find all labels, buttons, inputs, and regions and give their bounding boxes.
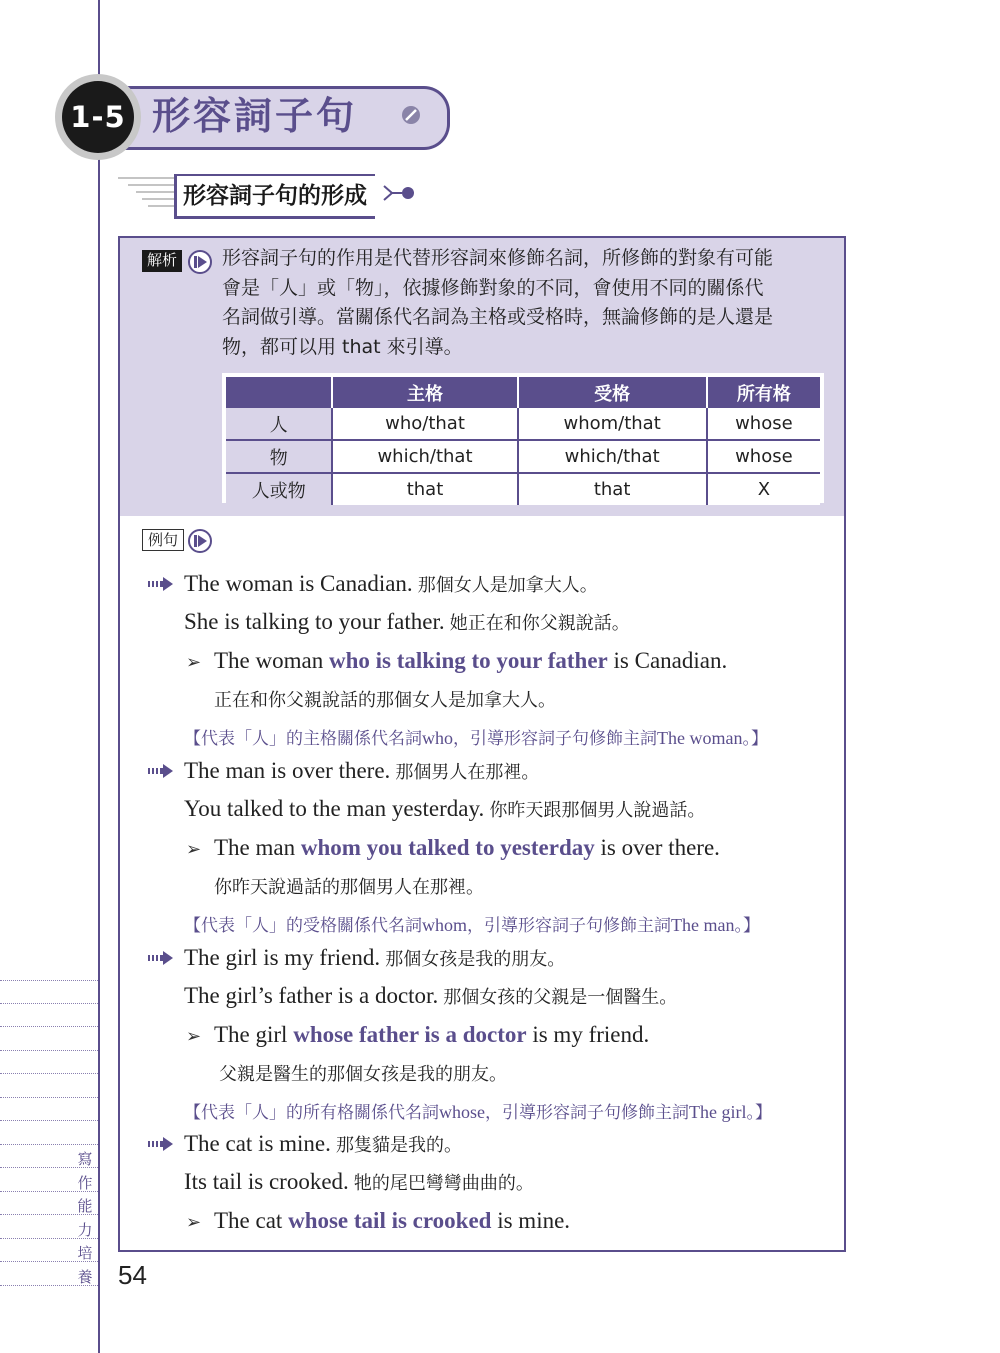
table-cell: which/that xyxy=(518,440,707,473)
examples-tag: 例句 xyxy=(142,529,184,551)
analysis-tag: 解析 xyxy=(142,250,182,272)
triangle-bullet-icon: ➢ xyxy=(186,1026,202,1047)
example-sentence: The woman is Canadian. 那個女人是加拿大人。 xyxy=(184,571,598,596)
table-row xyxy=(226,408,820,440)
margin-dotted-line xyxy=(0,1073,98,1074)
example-sentence: Its tail is crooked. 牠的尾巴彎彎曲曲的。 xyxy=(184,1169,534,1194)
arrow-right-icon xyxy=(148,950,174,966)
play-icon xyxy=(188,250,212,274)
triangle-bullet-icon: ➢ xyxy=(186,1212,202,1233)
section-number: 1-5 xyxy=(62,81,134,153)
table-cell: whose xyxy=(707,440,820,473)
combined-sentence: The cat whose tail is crooked is mine. xyxy=(214,1208,571,1233)
table-row-head: 人 xyxy=(226,408,332,440)
example-sentence: The girl’s father is a doctor. 那個女孩的父親是一個醫生。 xyxy=(184,983,678,1008)
table-row xyxy=(226,473,820,505)
combined-translation: 父親是醫生的那個女孩是我的朋友。 xyxy=(219,1064,507,1085)
table-cell: whose xyxy=(707,408,820,440)
table-row-head: 物 xyxy=(226,440,332,473)
margin-dotted-line xyxy=(0,1026,98,1027)
arrow-right-icon xyxy=(148,763,174,779)
side-label: 寫 作 能 力 培 養 xyxy=(77,1150,93,1286)
grammar-note: 【代表「人」的受格關係代名詞whom，引導形容詞子句修飾主詞The man。】 xyxy=(184,915,760,936)
page-number: 54 xyxy=(118,1260,147,1290)
play-icon xyxy=(188,529,212,553)
section-title: 形容詞子句 xyxy=(152,94,358,138)
table-header-cell: 所有格 xyxy=(707,377,820,408)
table-cell: which/that xyxy=(332,440,517,473)
triangle-bullet-icon: ➢ xyxy=(186,839,202,860)
table-cell: who/that xyxy=(332,408,517,440)
table-row-head: 人或物 xyxy=(226,473,332,505)
bullet-arrow-icon xyxy=(382,182,418,204)
table-cell: that xyxy=(518,473,707,505)
combined-translation: 你昨天說過話的那個男人在那裡。 xyxy=(214,877,484,898)
example-sentence: The man is over there. 那個男人在那裡。 xyxy=(184,758,540,783)
grammar-note: 【代表「人」的主格關係代名詞who，引導形容詞子句修飾主詞The woman。】 xyxy=(184,728,768,749)
margin-dotted-line xyxy=(0,980,98,981)
table-cell: X xyxy=(707,473,820,505)
example-sentence: She is talking to your father. 她正在和你父親說話。 xyxy=(184,609,630,634)
subsection-title: 形容詞子句的形成 xyxy=(174,174,375,219)
speed-lines-icon xyxy=(118,176,178,212)
example-sentence: The girl is my friend. 那個女孩是我的朋友。 xyxy=(184,945,566,970)
arrow-right-icon xyxy=(148,576,174,592)
margin-dotted-line xyxy=(0,1120,98,1121)
grammar-note: 【代表「人」的所有格關係代名詞whose，引導形容詞子句修飾主詞The girl。】 xyxy=(184,1102,772,1123)
margin-dotted-line xyxy=(0,1003,98,1004)
triangle-bullet-icon: ➢ xyxy=(186,652,202,673)
margin-dotted-line xyxy=(0,1097,98,1098)
table-header-row xyxy=(226,377,820,408)
table-cell: that xyxy=(332,473,517,505)
example-sentence: You talked to the man yesterday. 你昨天跟那個男人說過話。 xyxy=(184,796,706,821)
margin-dotted-line xyxy=(0,1050,98,1051)
table-header-cell xyxy=(226,377,332,408)
combined-sentence: The man whom you talked to yesterday is over there. xyxy=(214,835,720,860)
table-row xyxy=(226,440,820,473)
margin-rule xyxy=(98,0,100,1353)
pencil-icon xyxy=(400,104,422,126)
table-header-cell: 主格 xyxy=(332,377,517,408)
example-sentence: The cat is mine. 那隻貓是我的。 xyxy=(184,1131,462,1156)
table-header-cell: 受格 xyxy=(518,377,707,408)
analysis-text: 形容詞子句的作用是代替形容詞來修飾名詞，所修飾的對象有可能 會是「人」或「物」，依據修飾對象的不同，會使用不同的關係代 名詞做引導。當關係代名詞為主格或受格時，無論修飾的是人還是 物，都可以用 that 來引導。 xyxy=(222,247,774,358)
combined-translation: 正在和你父親說話的那個女人是加拿大人。 xyxy=(214,690,556,711)
combined-sentence: The girl whose father is a doctor is my friend. xyxy=(214,1022,650,1047)
combined-sentence: The woman who is talking to your father is Canadian. xyxy=(214,648,728,673)
arrow-right-icon xyxy=(148,1136,174,1152)
margin-dotted-line xyxy=(0,1144,98,1145)
table-cell: whom/that xyxy=(518,408,707,440)
relative-pronoun-table xyxy=(222,373,824,503)
